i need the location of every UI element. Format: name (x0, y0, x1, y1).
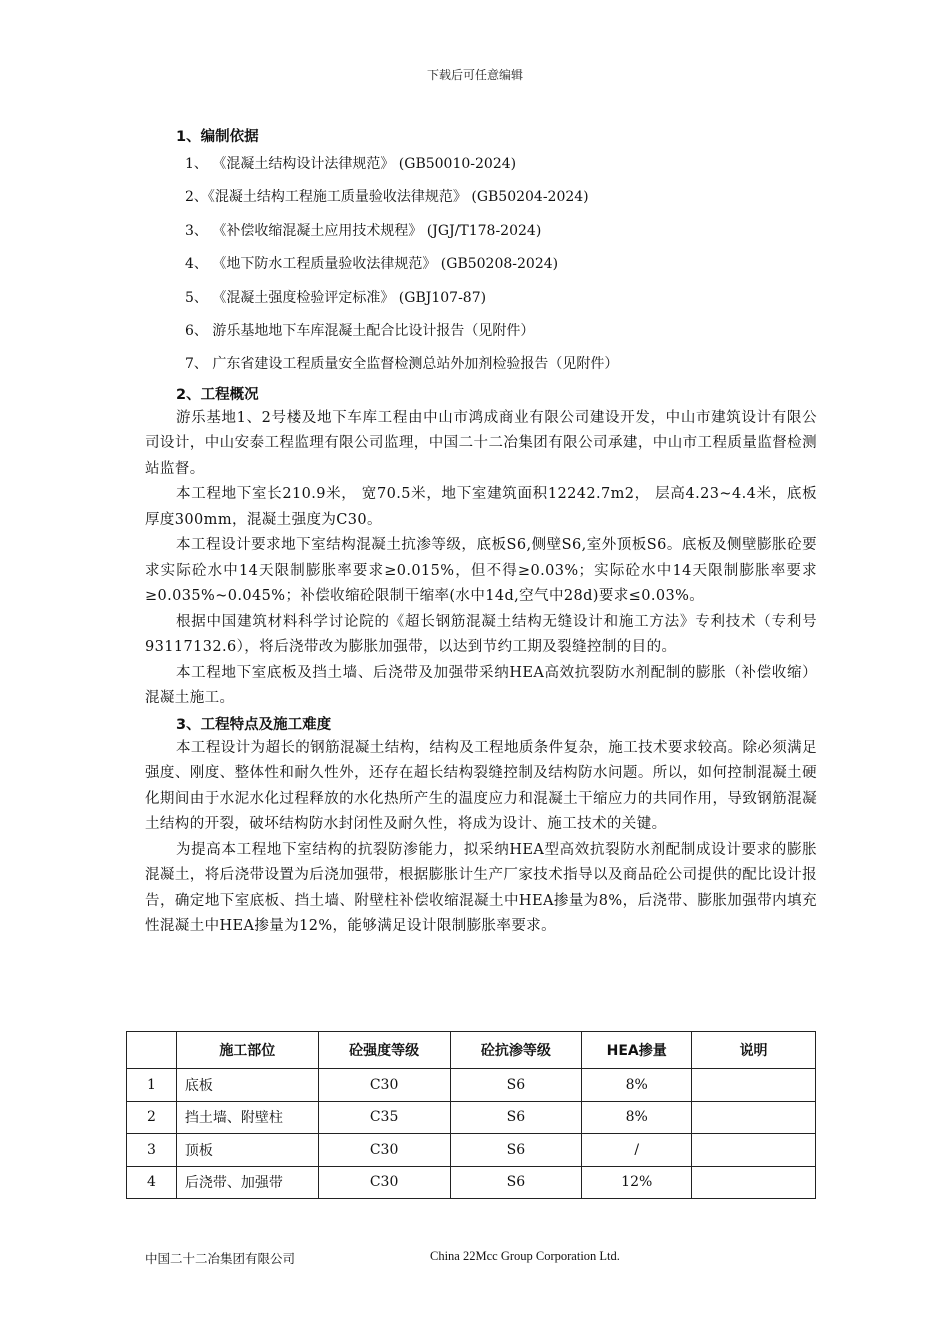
table-cell: C30 (318, 1069, 450, 1102)
reference-item: 7、 广东省建设工程质量安全监督检测总站外加剂检验报告（见附件） (185, 356, 619, 373)
table-header: 说明 (692, 1032, 816, 1069)
table-cell: C35 (318, 1101, 450, 1134)
table-cell (692, 1134, 816, 1167)
table-row (127, 1166, 816, 1199)
paragraph: 本工程设计为超长的钢筋混凝土结构，结构及工程地质条件复杂，施工技术要求较高。除必须满足强度、刚度、整体性和耐久性外，还存在超长结构裂缝控制及结构防水问题。所以，如何控制混凝土硬化期间由于水泥水化过程释放的水化热所产生的温度应力和混凝土干缩应力的共同作用，导致钢筋混凝土结构的开裂，破坏结构防水封闭性及耐久性，将成为设计、施工技术的关键。 (145, 739, 817, 833)
paragraph: 本工程设计要求地下室结构混凝土抗渗等级，底板S6,侧壁S6,室外顶板S6。底板及侧壁膨胀砼要求实际砼水中14天限制膨胀率要求≥0.015%，但不得≥0.03%；实际砼水中14天限制膨胀率要求≥0.035%~0.045%；补偿收缩砼限制干缩率(水中14d,空气中28d)要求≤0.03%。 (145, 537, 817, 605)
table-cell: C30 (318, 1166, 450, 1199)
table-cell: S6 (450, 1101, 582, 1134)
table-cell: 挡土墙、附壁柱 (176, 1101, 318, 1134)
table-cell: / (582, 1134, 692, 1167)
table-cell (692, 1166, 816, 1199)
table-header: HEA掺量 (582, 1032, 692, 1069)
document-body (145, 126, 817, 940)
table-header: 施工部位 (176, 1032, 318, 1069)
reference-item: 6、 游乐基地地下车库混凝土配合比设计报告（见附件） (185, 322, 535, 339)
table-header-row (127, 1032, 816, 1069)
reference-item: 5、 《混凝土强度检验评定标准》 (GBJ107-87) (185, 289, 487, 306)
reference-item: 1、 《混凝土结构设计法律规范》 (GB50010-2024) (185, 156, 517, 172)
section-3-title: 3、工程特点及施工难度 (176, 716, 332, 733)
table-cell: 3 (127, 1134, 177, 1167)
table-cell: 8% (582, 1069, 692, 1102)
paragraph: 游乐基地1、2号楼及地下车库工程由中山市鸿成商业有限公司建设开发，中山市建筑设计有限公司设计，中山安泰工程监理有限公司监理，中国二十二冶集团有限公司承建，中山市工程质量监督检测站监督。 (145, 409, 817, 477)
paragraph: 本工程地下室长210.9米， 宽70.5米，地下室建筑面积12242.7m2， 层高4.23~4.4米，底板厚度300mm，混凝土强度为C30。 (145, 486, 817, 528)
reference-list (145, 148, 817, 382)
section-1-title: 1、编制依据 (176, 129, 259, 145)
table-cell: 4 (127, 1166, 177, 1199)
table-header: 砼强度等级 (318, 1032, 450, 1069)
footer-company-cn: 中国二十二冶集团有限公司 (145, 1251, 296, 1266)
table-cell: 12% (582, 1166, 692, 1199)
table-cell: 2 (127, 1101, 177, 1134)
reference-item: 3、 《补偿收缩混凝土应用技术规程》 (JGJ/T178-2024) (185, 222, 542, 239)
paragraph: 根据中国建筑材料科学讨论院的《超长钢筋混凝土结构无缝设计和施工方法》专利技术（专利号93117132.6），将后浇带改为膨胀加强带，以达到节约工期及裂缝控制的目的。 (145, 613, 817, 656)
table-cell: 后浇带、加强带 (176, 1166, 318, 1199)
table-cell: C30 (318, 1134, 450, 1167)
table-cell: 顶板 (176, 1134, 318, 1167)
paragraph: 为提高本工程地下室结构的抗裂防渗能力，拟采纳HEA型高效抗裂防水剂配制成设计要求的膨胀混凝土，将后浇带设置为后浇加强带，根据膨胀计生产厂家技术指导以及商品砼公司提供的配比设计报告，确定地下室底板、挡土墙、附壁柱补偿收缩混凝土中HEA掺量为8%，后浇带、膨胀加强带内填充性混凝土中HEA掺量为12%，能够满足设计限制膨胀率要求。 (145, 841, 817, 935)
table-row (127, 1101, 816, 1134)
reference-item: 4、 《地下防水工程质量验收法律规范》 (GB50208-2024) (185, 256, 559, 273)
section-2-title: 2、工程概况 (176, 386, 259, 403)
table-cell: 8% (582, 1101, 692, 1134)
table-cell: S6 (450, 1134, 582, 1167)
page-header: 下载后可任意编辑 (426, 68, 523, 82)
table-cell: S6 (450, 1069, 582, 1102)
table-header (127, 1032, 177, 1069)
construction-table (126, 1031, 816, 1199)
table-row (127, 1069, 816, 1102)
table-cell: S6 (450, 1166, 582, 1199)
table-cell (692, 1101, 816, 1134)
table-cell: 底板 (176, 1069, 318, 1102)
reference-item: 2、《混凝土结构工程施工质量验收法律规范》 (GB50204-2024) (185, 189, 589, 206)
table-cell (692, 1069, 816, 1102)
table-header: 砼抗渗等级 (450, 1032, 582, 1069)
footer-company-en: China 22Mcc Group Corporation Ltd. (430, 1249, 620, 1263)
paragraph: 本工程地下室底板及挡土墙、后浇带及加强带采纳HEA高效抗裂防水剂配制的膨胀（补偿收缩）混凝土施工。 (145, 664, 817, 707)
table-cell: 1 (127, 1069, 177, 1102)
table-row (127, 1134, 816, 1167)
